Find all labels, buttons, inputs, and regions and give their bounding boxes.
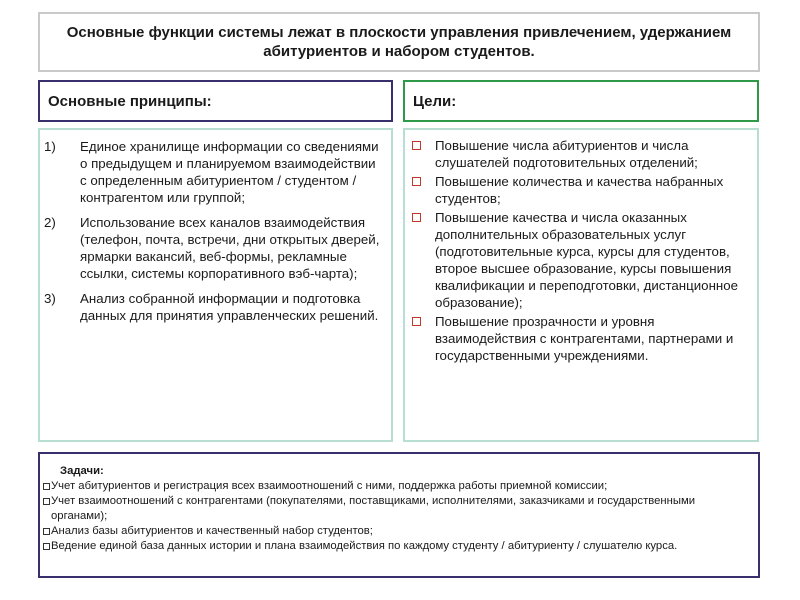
principles-list [38, 128, 393, 442]
square-bullet-icon [43, 528, 50, 535]
tasks-title: Задачи: [60, 465, 104, 477]
square-bullet-icon [43, 498, 50, 505]
principle-number: 3) [44, 291, 56, 306]
goals-list [403, 128, 759, 442]
goals-header [403, 80, 759, 122]
square-bullet-icon [43, 543, 50, 550]
principle-text: Анализ собранной информации и подготовка данных для принятия управленческих решений. [80, 291, 379, 323]
header-title-box [38, 12, 760, 72]
task-item [40, 479, 752, 494]
task-text: Учет абитуриентов и регистрация всех взаимоотношений с ними, поддержка работы приемной комиссии; [51, 480, 608, 492]
task-item [40, 539, 752, 554]
goal-text: Повышение числа абитуриентов и числа слушателей подготовительных отделений; [435, 138, 698, 170]
principle-item [44, 214, 381, 282]
square-bullet-icon [412, 317, 421, 326]
principle-text: Единое хранилище информации со сведениями о предыдущем и планируемом взаимодействии с определенным абитуриентом / студентом / контрагентом или группой; [80, 139, 379, 205]
principles-header [38, 80, 393, 122]
principle-item [44, 290, 381, 324]
square-bullet-icon [412, 213, 421, 222]
task-text: Учет взаимоотношений с контрагентами (покупателями, поставщиками, исполнителями, заказчиками и государственными органами); [51, 495, 696, 522]
task-text: Анализ базы абитуриентов и качественный набор студентов; [51, 525, 373, 537]
principle-number: 2) [44, 215, 56, 230]
square-bullet-icon [412, 177, 421, 186]
square-bullet-icon [412, 141, 421, 150]
principle-number: 1) [44, 139, 56, 154]
page-title: Основные функции системы лежат в плоскости управления привлечением, удержанием абитуриентов и набором студентов. [66, 24, 732, 60]
goal-item [410, 209, 749, 311]
goal-item [410, 173, 749, 207]
goal-text: Повышение качества и числа оказанных дополнительных образовательных услуг (подготовительные курса, курсы для студентов, второе высшее образование, курсы повышения квалификации и переподготовки, дистанционное образование); [435, 210, 739, 310]
principle-item [44, 138, 381, 206]
principle-text: Использование всех каналов взаимодействия (телефон, почта, встречи, дни открытых дверей, ярмарки вакансий, веб-формы, рекламные ссылки, системы корпоративного вэб-чарта); [80, 215, 380, 281]
square-bullet-icon [43, 483, 50, 490]
goal-text: Повышение прозрачности и уровня взаимодействия с контрагентами, партнерами и государственными учреждениями. [435, 314, 734, 363]
task-text: Ведение единой база данных истории и плана взаимодействия по каждому студенту / абитуриенту / слушателю курса. [51, 540, 678, 552]
tasks-list [38, 452, 760, 578]
task-item [40, 524, 752, 539]
goal-item [410, 313, 749, 364]
goals-title: Цели: [413, 92, 457, 110]
principles-title: Основные принципы: [48, 92, 212, 110]
goal-text: Повышение количества и качества набранных студентов; [435, 174, 724, 206]
goal-item [410, 137, 749, 171]
task-item [40, 494, 752, 524]
